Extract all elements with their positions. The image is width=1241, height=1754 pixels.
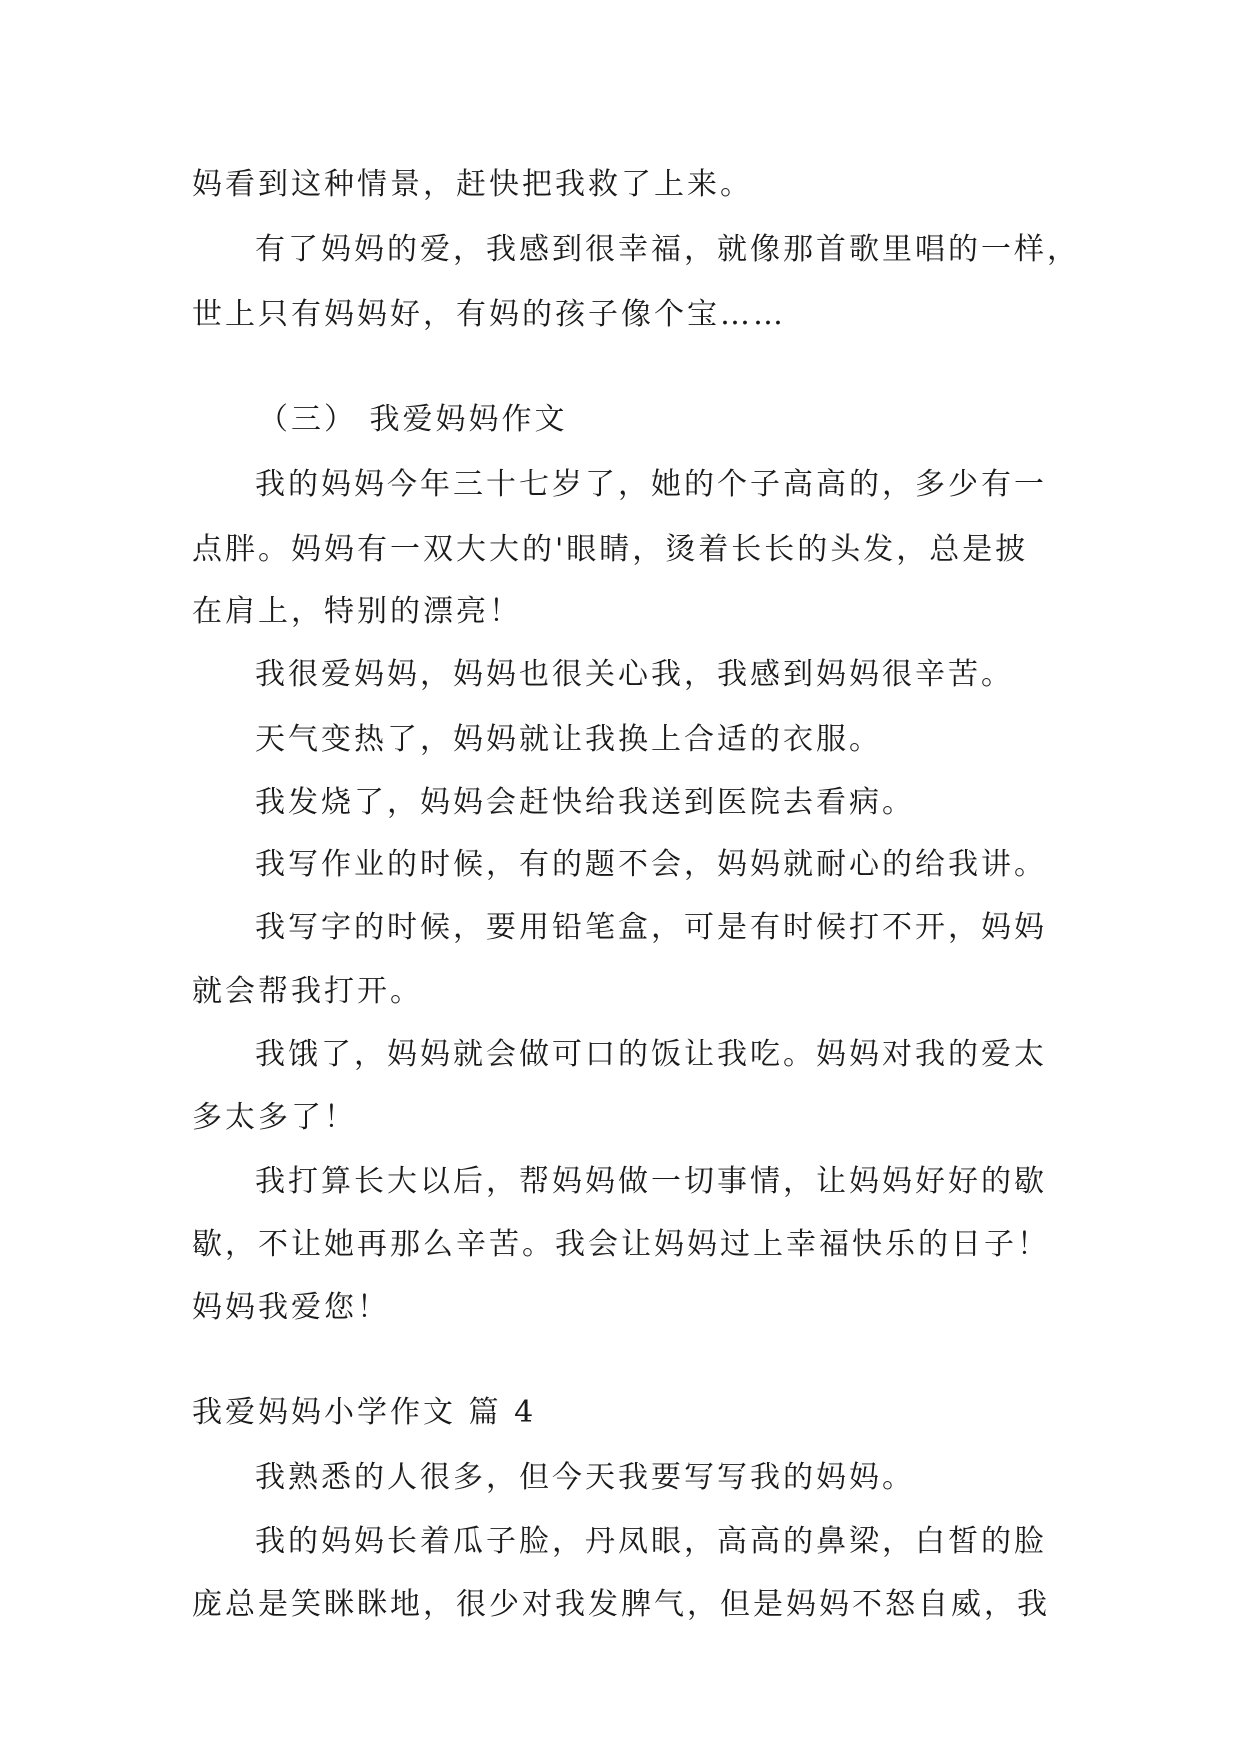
paragraph-line: 天气变热了，妈妈就让我换上合适的衣服。 [255,722,882,757]
paragraph-line: 我饿了，妈妈就会做可口的饭让我吃。妈妈对我的爱太 [255,1037,1047,1072]
section-heading: （三） 我爱妈妈作文 [258,402,568,437]
paragraph-line: 点胖。妈妈有一双大大的'眼睛，烫着长长的头发，总是披 [192,532,1029,567]
paragraph-line: 世上只有妈妈好，有妈的孩子像个宝…… [192,297,786,332]
paragraph-line: 在肩上，特别的漂亮！ [192,594,522,629]
paragraph-line: 我写作业的时候，有的题不会，妈妈就耐心的给我讲。 [255,847,1047,882]
paragraph-line: 庞总是笑眯眯地，很少对我发脾气，但是妈妈不怒自威，我 [192,1587,1050,1622]
paragraph-line: 就会帮我打开。 [192,974,423,1009]
article-heading: 我爱妈妈小学作文 篇 4 [192,1395,537,1430]
paragraph-line: 我很爱妈妈，妈妈也很关心我，我感到妈妈很辛苦。 [255,657,1014,692]
paragraph-line: 我的妈妈今年三十七岁了，她的个子高高的，多少有一 [255,467,1047,502]
paragraph-line: 我发烧了，妈妈会赶快给我送到医院去看病。 [255,785,915,820]
paragraph-line: 歇，不让她再那么辛苦。我会让妈妈过上幸福快乐的日子！ [192,1227,1050,1262]
paragraph-line: 多太多了！ [192,1100,357,1135]
paragraph-line: 我打算长大以后，帮妈妈做一切事情，让妈妈好好的歇 [255,1164,1047,1199]
paragraph-line: 妈妈我爱您！ [192,1290,390,1325]
paragraph-line: 我熟悉的人很多，但今天我要写写我的妈妈。 [255,1460,915,1495]
paragraph-line: 妈看到这种情景，赶快把我救了上来。 [192,167,753,202]
paragraph-line: 我写字的时候，要用铅笔盒，可是有时候打不开，妈妈 [255,910,1047,945]
paragraph-line: 有了妈妈的爱，我感到很幸福，就像那首歌里唱的一样， [255,232,1080,267]
paragraph-line: 我的妈妈长着瓜子脸，丹凤眼，高高的鼻梁，白皙的脸 [255,1524,1047,1559]
